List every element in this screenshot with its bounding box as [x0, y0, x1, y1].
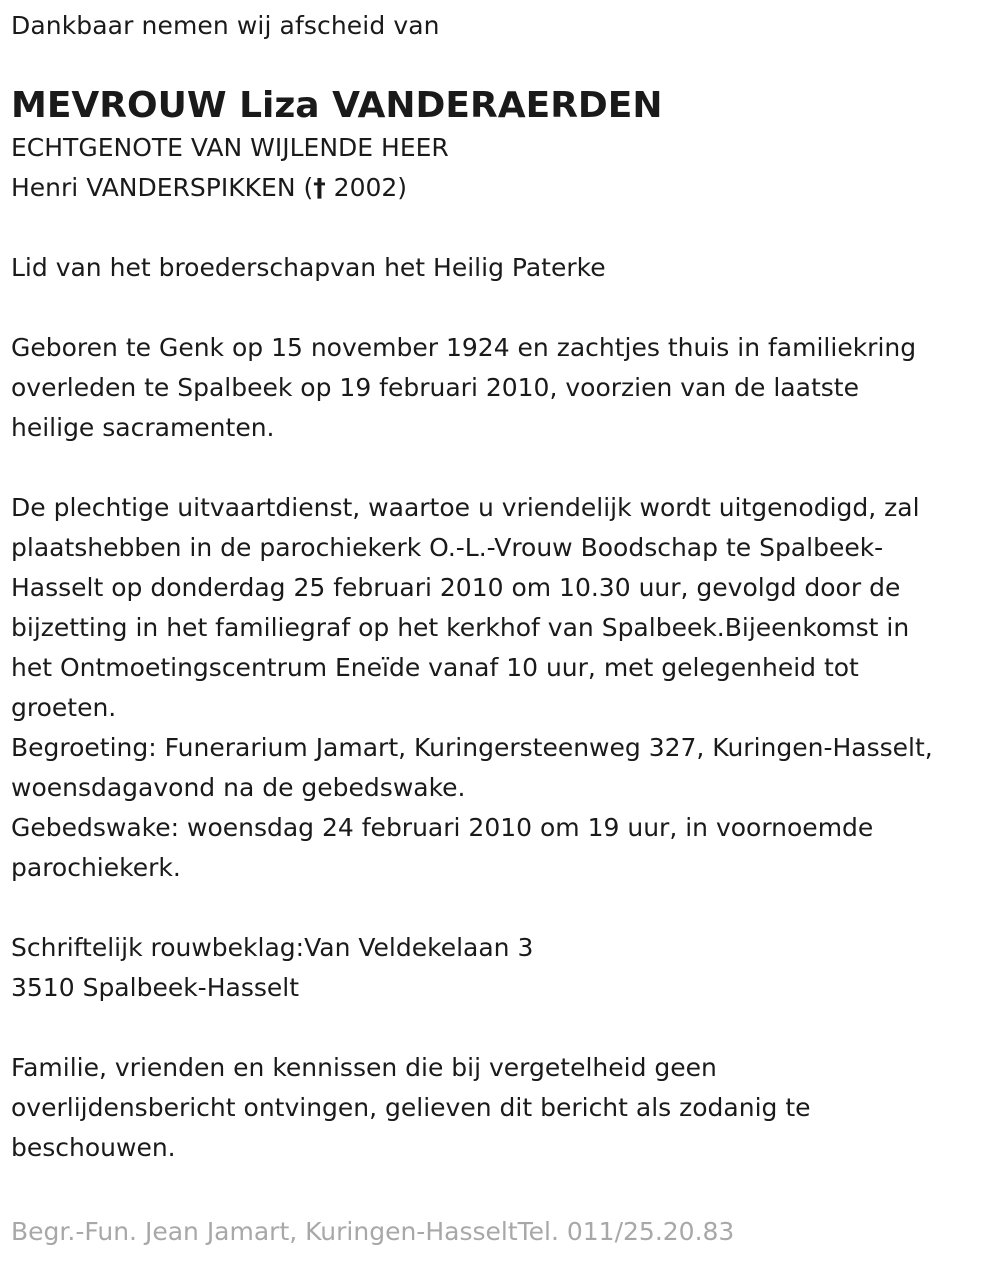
notice-paragraph — [11, 1048, 991, 1168]
address-line: Schriftelijk rouwbeklag:Van Veldekelaan 3 — [11, 933, 534, 962]
paragraph-line: De plechtige uitvaartdienst, waartoe u vriendelijk wordt uitgenodigd, zal — [11, 493, 920, 522]
cross-icon: † — [313, 173, 326, 202]
spouse-name: Henri VANDERSPIKKEN ( — [11, 173, 314, 202]
address-line: 3510 Spalbeek-Hasselt — [11, 973, 300, 1002]
paragraph-line: woensdagavond na de gebedswake. — [11, 773, 466, 802]
spouse-death-year: 2002) — [325, 173, 408, 202]
paragraph-line: Hasselt op donderdag 25 februari 2010 om 10.30 uur, gevolgd door de — [11, 573, 901, 602]
paragraph-line: parochiekerk. — [11, 853, 181, 882]
paragraph-line: overlijdensbericht ontvingen, gelieven dit bericht als zodanig te — [11, 1093, 811, 1122]
paragraph-line: het Ontmoetingscentrum Eneïde vanaf 10 uur, met gelegenheid tot — [11, 653, 859, 682]
spacer — [11, 448, 991, 488]
spouse-line — [11, 168, 991, 208]
deceased-name: MEVROUW Liza VANDERAERDEN — [11, 85, 663, 126]
paragraph-line: beschouwen. — [11, 1133, 176, 1162]
paragraph-line: Begroeting: Funerarium Jamart, Kuringersteenweg 327, Kuringen-Hasselt, — [11, 733, 933, 762]
paragraph-line: Familie, vrienden en kennissen die bij vergetelheid geen — [11, 1053, 717, 1082]
obituary-document — [11, 6, 991, 1168]
paragraph-line: groeten. — [11, 693, 117, 722]
condolence-address — [11, 928, 991, 1008]
paragraph-line: plaatshebben in de parochiekerk O.-L.-Vrouw Boodschap te Spalbeek- — [11, 533, 884, 562]
paragraph-line: bijzetting in het familiegraf op het kerkhof van Spalbeek.Bijeenkomst in — [11, 613, 910, 642]
intro-text: Dankbaar nemen wij afscheid van — [11, 11, 440, 40]
paragraph-line: heilige sacramenten. — [11, 413, 275, 442]
paragraph-line: overleden te Spalbeek op 19 februari 2010, voorzien van de laatste — [11, 373, 859, 402]
birth-death-paragraph — [11, 328, 991, 448]
funeral-home-footer: Begr.-Fun. Jean Jamart, Kuringen-HasseltTel. 011/25.20.83 — [11, 1217, 735, 1246]
spacer — [11, 888, 991, 928]
membership-text: Lid van het broederschapvan het Heilig Paterke — [11, 253, 606, 282]
paragraph-line: Gebedswake: woensdag 24 februari 2010 om 19 uur, in voornoemde — [11, 813, 874, 842]
ceremony-paragraph — [11, 488, 991, 888]
spacer — [11, 1008, 991, 1048]
paragraph-line: Geboren te Genk op 15 november 1924 en zachtjes thuis in familiekring — [11, 333, 917, 362]
spacer — [11, 288, 991, 328]
relation-text: ECHTGENOTE VAN WIJLENDE HEER — [11, 133, 449, 162]
spacer — [11, 208, 991, 248]
